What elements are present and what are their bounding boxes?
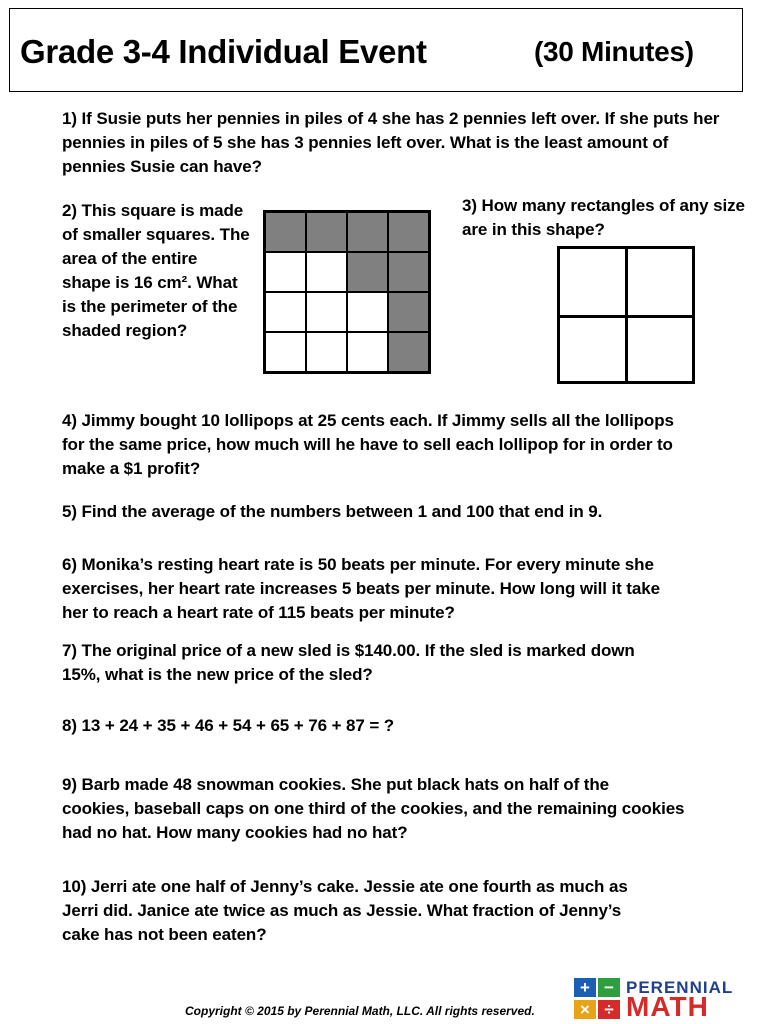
grid-cell <box>306 332 347 372</box>
question-7: 7) The original price of a new sled is $140.00. If the sled is marked down 15%, what is the new price of the sled? <box>62 641 635 684</box>
question-6: 6) Monika’s resting heart rate is 50 beats per minute. For every minute she exercises, her heart rate increases 5 beats per minute. How long will it take her to reach a heart rate of 115 beats per minute? <box>62 555 660 622</box>
rectangle-divider-horizontal <box>560 315 692 318</box>
times-icon: × <box>574 1000 596 1019</box>
question-5: 5) Find the average of the numbers between 1 and 100 that end in 9. <box>62 502 603 521</box>
grid-cell <box>347 332 388 372</box>
logo-text-math: MATH <box>626 991 709 1022</box>
grid-cell-shaded <box>306 212 347 252</box>
grid-cell-shaded <box>347 212 388 252</box>
question-3: 3) How many rectangles of any size are in this shape? <box>462 196 745 239</box>
grid-cell <box>265 332 306 372</box>
math-symbols-icon <box>574 978 622 1020</box>
grid-cell-shaded <box>347 252 388 292</box>
time-limit: (30 Minutes) <box>534 36 694 67</box>
grid-cell <box>265 292 306 332</box>
perennial-math-logo <box>574 978 758 1020</box>
shaded-square-figure <box>263 210 431 374</box>
logo-text-perennial: PERENNIAL <box>626 978 734 997</box>
grid-cell <box>347 292 388 332</box>
question-2: 2) This square is made of smaller squares. The area of the entire shape is 16 cm². What is the perimeter of the shaded region? <box>62 201 250 340</box>
rectangle-figure <box>557 246 695 384</box>
grid-cell <box>306 252 347 292</box>
grid-cell <box>265 252 306 292</box>
question-4: 4) Jimmy bought 10 lollipops at 25 cents each. If Jimmy sells all the lollipops for the same price, how much will he have to sell each lollipop for in order to make a $1 profit? <box>62 411 674 478</box>
plus-icon: + <box>574 978 596 997</box>
question-9: 9) Barb made 48 snowman cookies. She put black hats on half of the cookies, baseball caps on one third of the cookies, and the remaining cookies had no hat. How many cookies had no hat? <box>62 775 685 842</box>
grid-cell <box>306 292 347 332</box>
divide-icon: ÷ <box>598 1000 620 1019</box>
copyright-notice: Copyright © 2015 by Perennial Math, LLC. All rights reserved. <box>185 1004 535 1018</box>
question-1: 1) If Susie puts her pennies in piles of 4 she has 2 pennies left over. If she puts her pennies in piles of 5 she has 3 pennies left over. What is the least amount of pennies Susie can have? <box>62 109 720 176</box>
grid-cell-shaded <box>388 212 429 252</box>
grid-cell-shaded <box>265 212 306 252</box>
grid-cell-shaded <box>388 332 429 372</box>
grid-cell-shaded <box>388 252 429 292</box>
title-box <box>9 8 743 92</box>
page-title: Grade 3-4 Individual Event <box>20 33 427 70</box>
question-8: 8) 13 + 24 + 35 + 46 + 54 + 65 + 76 + 87 = ? <box>62 716 395 735</box>
question-10: 10) Jerri ate one half of Jenny’s cake. Jessie ate one fourth as much as Jerri did. Janice ate twice as much as Jessie. What fraction of Jenny’s cake has not been eaten? <box>62 877 628 944</box>
grid-cell-shaded <box>388 292 429 332</box>
minus-icon: − <box>598 978 620 997</box>
